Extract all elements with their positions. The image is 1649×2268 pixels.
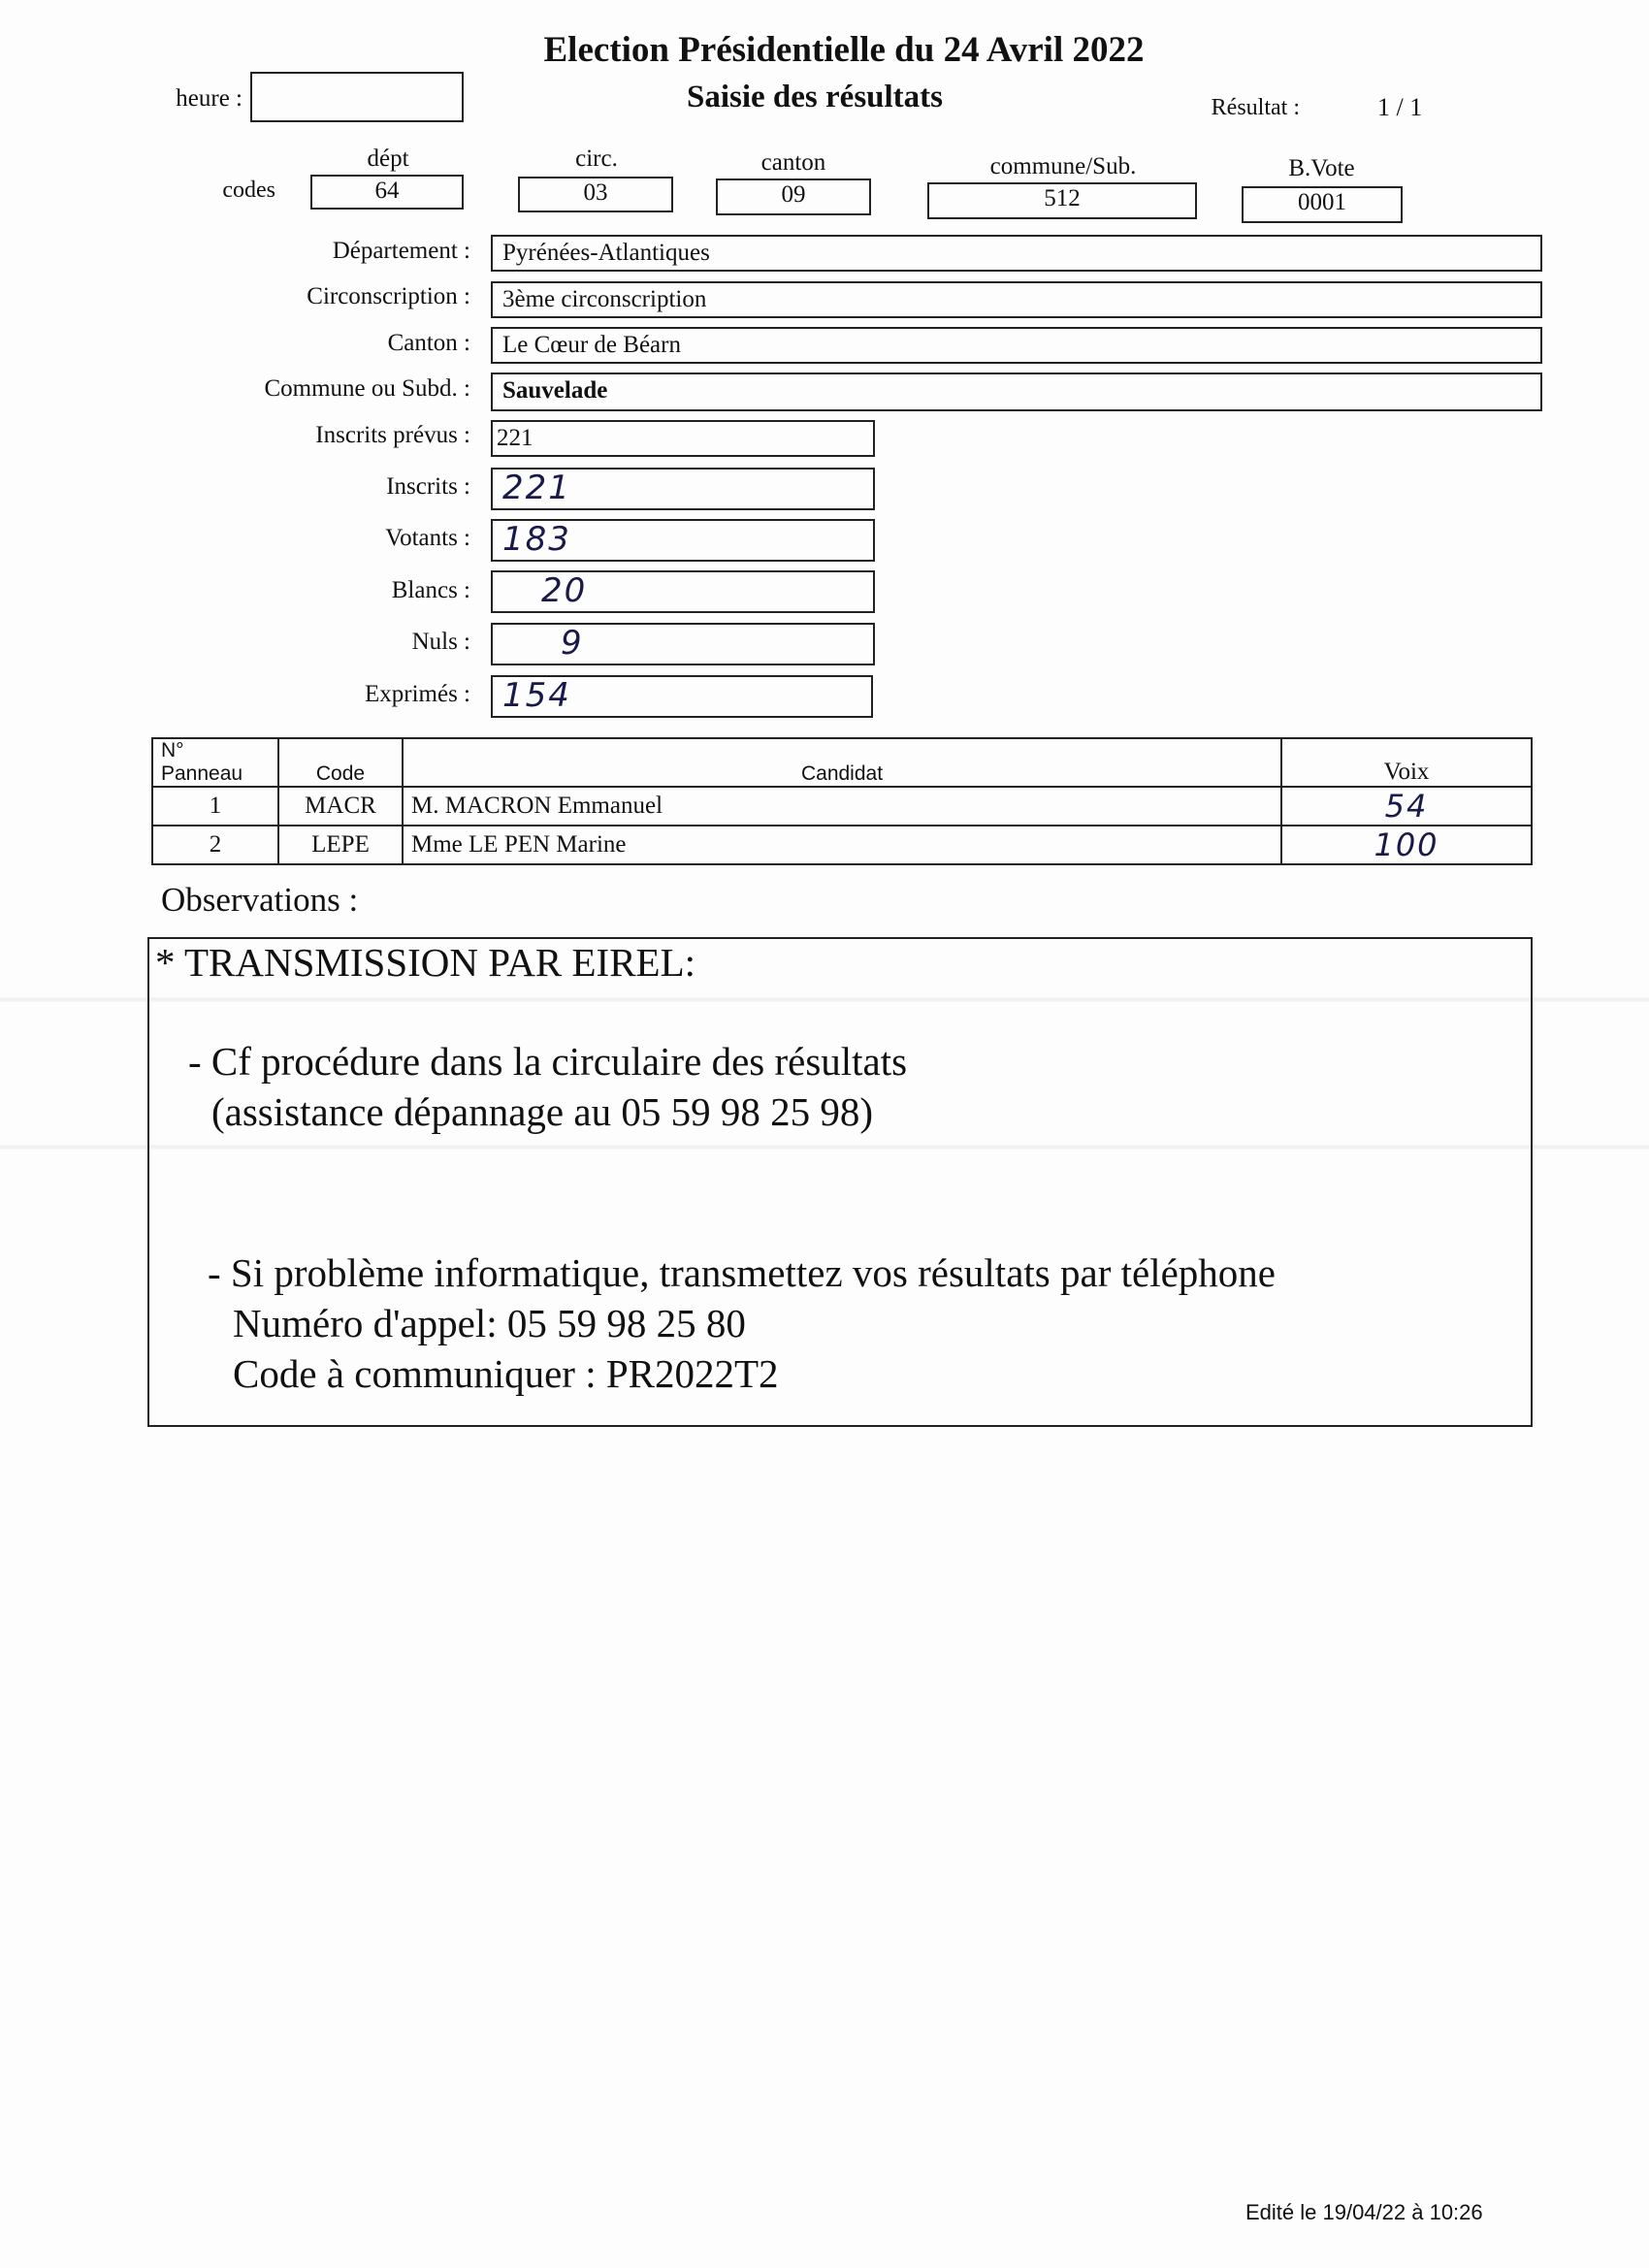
resultat-label: Résultat : — [1211, 95, 1300, 120]
dept-code-field[interactable]: 64 — [310, 175, 464, 210]
bvote-code-label: B.Vote — [1288, 155, 1355, 181]
votants-label: Votants : — [385, 525, 470, 551]
observations-box — [147, 937, 1533, 1427]
bvote-code-field[interactable]: 0001 — [1242, 186, 1403, 223]
dept-code-label: dépt — [367, 146, 409, 172]
canton-label: Canton : — [387, 330, 470, 356]
canton-field[interactable]: Le Cœur de Béarn — [491, 327, 1542, 364]
row-voix[interactable]: 54 — [1281, 787, 1532, 826]
inscrits-prevus-label: Inscrits prévus : — [315, 422, 470, 448]
page-title: Election Présidentielle du 24 Avril 2022 — [543, 30, 1145, 70]
page-subtitle: Saisie des résultats — [687, 80, 943, 114]
observation-line: - Cf procédure dans la circulaire des résultats — [188, 1039, 908, 1084]
row-candidat: M. MACRON Emmanuel — [403, 787, 1281, 826]
table-row — [152, 787, 1532, 826]
edited-timestamp: Edité le 19/04/22 à 10:26 — [1245, 2200, 1483, 2224]
heure-label: heure : — [176, 85, 242, 112]
observations-label: Observations : — [161, 881, 359, 919]
row-voix[interactable]: 100 — [1281, 826, 1532, 864]
nuls-field[interactable]: 9 — [491, 623, 875, 665]
observation-line: - Si problème informatique, transmettez vos résultats par téléphone — [208, 1250, 1276, 1295]
row-panneau: 1 — [152, 787, 278, 826]
exprimes-field[interactable]: 154 — [491, 675, 873, 718]
nuls-label: Nuls : — [411, 629, 470, 655]
commune-label: Commune ou Subd. : — [264, 375, 470, 402]
departement-field[interactable]: Pyrénées-Atlantiques — [491, 235, 1542, 272]
heure-field[interactable] — [250, 72, 464, 122]
commune-code-label: commune/Sub. — [989, 153, 1137, 179]
inscrits-prevus-field[interactable]: 221 — [491, 420, 875, 457]
row-panneau: 2 — [152, 826, 278, 864]
observation-line: (assistance dépannage au 05 59 98 25 98) — [211, 1089, 873, 1134]
inscrits-label: Inscrits : — [386, 473, 470, 500]
circonscription-field[interactable]: 3ème circonscription — [491, 281, 1542, 318]
circonscription-label: Circonscription : — [307, 283, 470, 309]
observation-line: * TRANSMISSION PAR EIREL: — [155, 940, 696, 985]
row-code: MACR — [278, 787, 403, 826]
votants-field[interactable]: 183 — [491, 519, 875, 562]
blancs-field[interactable]: 20 — [491, 570, 875, 613]
canton-code-label: canton — [760, 149, 826, 176]
blancs-label: Blancs : — [391, 577, 470, 603]
row-candidat: Mme LE PEN Marine — [403, 826, 1281, 864]
commune-code-field[interactable]: 512 — [927, 182, 1197, 219]
table-header-row — [152, 738, 1532, 787]
circ-code-label: circ. — [575, 146, 618, 172]
inscrits-field[interactable]: 221 — [491, 468, 875, 510]
codes-label: codes — [222, 178, 275, 203]
departement-label: Département : — [332, 238, 470, 264]
resultat-value: 1 / 1 — [1377, 93, 1423, 121]
canton-code-field[interactable]: 09 — [716, 178, 871, 215]
results-table — [151, 737, 1533, 865]
row-code: LEPE — [278, 826, 403, 864]
table-row — [152, 826, 1532, 864]
col-header-code: Code — [278, 738, 403, 787]
observation-line: Numéro d'appel: 05 59 98 25 80 — [233, 1301, 746, 1345]
commune-field[interactable]: Sauvelade — [491, 373, 1542, 411]
exprimes-label: Exprimés : — [364, 681, 470, 707]
col-header-panneau: N° Panneau — [152, 738, 278, 787]
col-header-voix: Voix — [1281, 738, 1532, 787]
col-header-candidat: Candidat — [403, 738, 1281, 787]
circ-code-field[interactable]: 03 — [518, 177, 673, 212]
observation-line: Code à communiquer : PR2022T2 — [233, 1351, 779, 1396]
